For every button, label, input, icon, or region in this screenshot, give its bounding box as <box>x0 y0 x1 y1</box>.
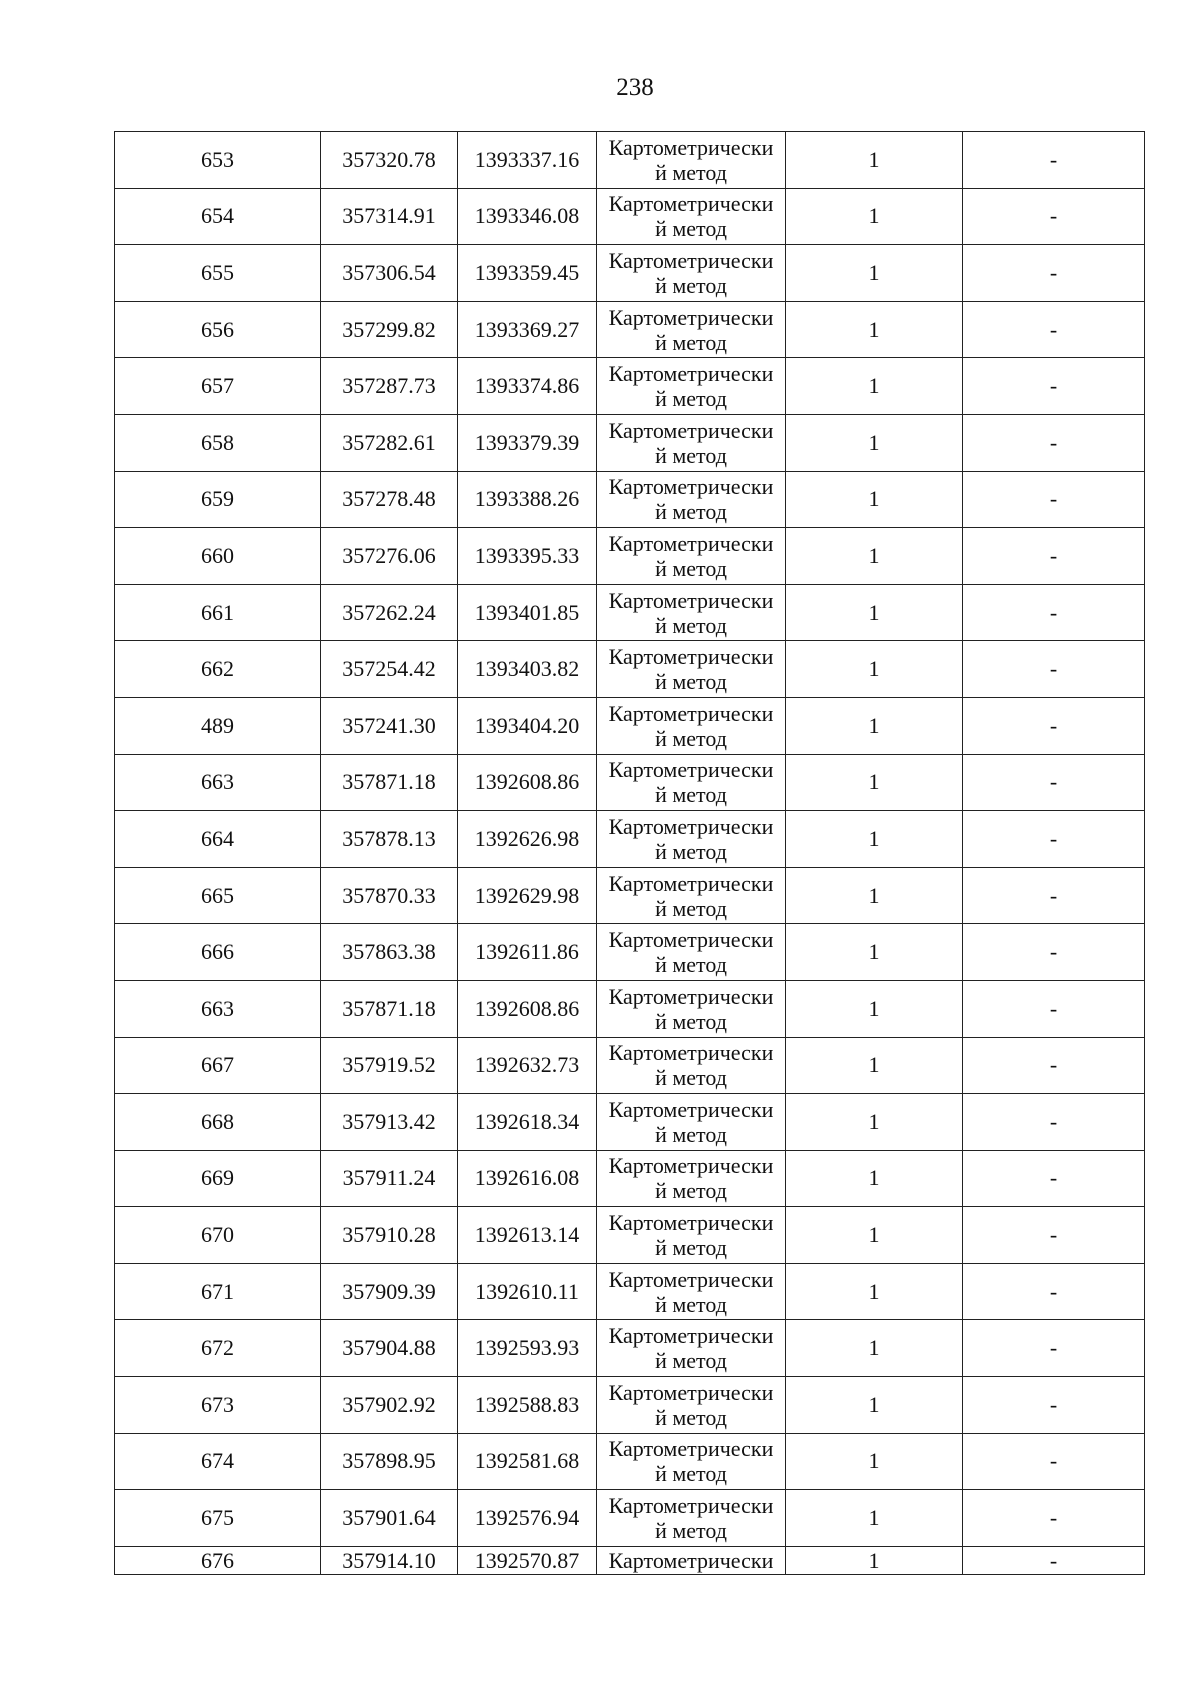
accuracy-cell: 1 <box>786 1037 963 1094</box>
y-coordinate-cell: 1393403.82 <box>458 641 597 698</box>
method-cell <box>597 1546 786 1574</box>
method-cell <box>597 1433 786 1490</box>
method-text-line-2: й метод <box>655 329 727 355</box>
x-coordinate-cell: 357278.48 <box>321 471 458 528</box>
accuracy-cell: 1 <box>786 1263 963 1320</box>
accuracy-cell: 1 <box>786 1207 963 1264</box>
table-row <box>115 528 1145 585</box>
point-number-cell: 665 <box>115 867 321 924</box>
note-cell: - <box>963 132 1145 189</box>
point-number-cell: 674 <box>115 1433 321 1490</box>
accuracy-cell: 1 <box>786 641 963 698</box>
y-coordinate-cell: 1393359.45 <box>458 245 597 302</box>
method-text-line-2: й метод <box>655 272 727 298</box>
method-cell <box>597 1150 786 1207</box>
method-text-line-2: й метод <box>655 1518 727 1544</box>
y-coordinate-cell: 1393337.16 <box>458 132 597 189</box>
method-text-line-2: й метод <box>655 1461 727 1487</box>
x-coordinate-cell: 357282.61 <box>321 414 458 471</box>
accuracy-cell: 1 <box>786 301 963 358</box>
y-coordinate-cell: 1393395.33 <box>458 528 597 585</box>
x-coordinate-cell: 357871.18 <box>321 980 458 1037</box>
method-text-line-1: Картометрически <box>608 927 774 953</box>
table-row <box>115 245 1145 302</box>
note-cell: - <box>963 697 1145 754</box>
method-text-line-1: Картометрически <box>608 1436 774 1462</box>
accuracy-cell: 1 <box>786 754 963 811</box>
note-cell: - <box>963 1490 1145 1547</box>
note-cell: - <box>963 471 1145 528</box>
method-cell <box>597 641 786 698</box>
method-cell <box>597 1207 786 1264</box>
table-row <box>115 980 1145 1037</box>
method-text-line-2: й метод <box>655 1235 727 1261</box>
point-number-cell: 666 <box>115 924 321 981</box>
note-cell: - <box>963 1546 1145 1574</box>
point-number-cell: 672 <box>115 1320 321 1377</box>
table-row <box>115 697 1145 754</box>
note-cell: - <box>963 414 1145 471</box>
table-row <box>115 1490 1145 1547</box>
method-cell <box>597 1490 786 1547</box>
method-text-line-2: й метод <box>655 612 727 638</box>
method-text-line-1: Картометрически <box>608 1547 774 1573</box>
method-text-line-1: Картометрически <box>608 587 774 613</box>
point-number-cell: 669 <box>115 1150 321 1207</box>
coordinates-table <box>114 131 1145 1575</box>
method-text-line-2: й метод <box>655 159 727 185</box>
method-cell <box>597 754 786 811</box>
point-number-cell: 662 <box>115 641 321 698</box>
page-number: 238 <box>616 74 654 101</box>
note-cell: - <box>963 301 1145 358</box>
x-coordinate-cell: 357898.95 <box>321 1433 458 1490</box>
y-coordinate-cell: 1392608.86 <box>458 754 597 811</box>
point-number-cell: 668 <box>115 1094 321 1151</box>
accuracy-cell: 1 <box>786 1320 963 1377</box>
table-row <box>115 754 1145 811</box>
method-text-line-2: й метод <box>655 725 727 751</box>
accuracy-cell: 1 <box>786 1433 963 1490</box>
x-coordinate-cell: 357878.13 <box>321 811 458 868</box>
method-cell <box>597 245 786 302</box>
x-coordinate-cell: 357914.10 <box>321 1546 458 1574</box>
point-number-cell: 675 <box>115 1490 321 1547</box>
x-coordinate-cell: 357287.73 <box>321 358 458 415</box>
note-cell: - <box>963 924 1145 981</box>
x-coordinate-cell: 357241.30 <box>321 697 458 754</box>
method-text-line-1: Картометрически <box>608 1040 774 1066</box>
method-text-line-1: Картометрически <box>608 1266 774 1292</box>
method-cell <box>597 697 786 754</box>
point-number-cell: 660 <box>115 528 321 585</box>
method-cell <box>597 188 786 245</box>
accuracy-cell: 1 <box>786 697 963 754</box>
method-text-line-2: й метод <box>655 1348 727 1374</box>
y-coordinate-cell: 1393379.39 <box>458 414 597 471</box>
point-number-cell: 663 <box>115 980 321 1037</box>
accuracy-cell: 1 <box>786 132 963 189</box>
accuracy-cell: 1 <box>786 980 963 1037</box>
method-cell <box>597 980 786 1037</box>
method-cell <box>597 1263 786 1320</box>
accuracy-cell: 1 <box>786 1150 963 1207</box>
table-row <box>115 1320 1145 1377</box>
note-cell: - <box>963 641 1145 698</box>
method-text-line-2: й метод <box>655 442 727 468</box>
method-text-line-1: Картометрически <box>608 304 774 330</box>
x-coordinate-cell: 357871.18 <box>321 754 458 811</box>
method-text-line-2: й метод <box>655 952 727 978</box>
method-text-line-2: й метод <box>655 895 727 921</box>
method-text-line-2: й метод <box>655 216 727 242</box>
table-row <box>115 924 1145 981</box>
method-text-line-1: Картометрически <box>608 870 774 896</box>
note-cell: - <box>963 1320 1145 1377</box>
note-cell: - <box>963 980 1145 1037</box>
note-cell: - <box>963 528 1145 585</box>
method-cell <box>597 867 786 924</box>
y-coordinate-cell: 1392618.34 <box>458 1094 597 1151</box>
method-cell <box>597 414 786 471</box>
method-text-line-1: Картометрически <box>608 1210 774 1236</box>
note-cell: - <box>963 188 1145 245</box>
method-cell <box>597 1377 786 1434</box>
note-cell: - <box>963 1037 1145 1094</box>
accuracy-cell: 1 <box>786 1490 963 1547</box>
y-coordinate-cell: 1392632.73 <box>458 1037 597 1094</box>
x-coordinate-cell: 357902.92 <box>321 1377 458 1434</box>
note-cell: - <box>963 1433 1145 1490</box>
y-coordinate-cell: 1392616.08 <box>458 1150 597 1207</box>
method-text-line-2: й метод <box>655 555 727 581</box>
note-cell: - <box>963 754 1145 811</box>
note-cell: - <box>963 358 1145 415</box>
point-number-cell: 673 <box>115 1377 321 1434</box>
x-coordinate-cell: 357276.06 <box>321 528 458 585</box>
table-row <box>115 584 1145 641</box>
method-text-line-2: й метод <box>655 838 727 864</box>
method-text-line-2: й метод <box>655 1008 727 1034</box>
method-text-line-2: й метод <box>655 1121 727 1147</box>
y-coordinate-cell: 1392629.98 <box>458 867 597 924</box>
method-text-line-2: й метод <box>655 386 727 412</box>
y-coordinate-cell: 1392610.11 <box>458 1263 597 1320</box>
method-text-line-1: Картометрически <box>608 1153 774 1179</box>
table-row <box>115 811 1145 868</box>
x-coordinate-cell: 357909.39 <box>321 1263 458 1320</box>
y-coordinate-cell: 1392581.68 <box>458 1433 597 1490</box>
point-number-cell: 671 <box>115 1263 321 1320</box>
x-coordinate-cell: 357262.24 <box>321 584 458 641</box>
accuracy-cell: 1 <box>786 1377 963 1434</box>
method-text-line-1: Картометрически <box>608 530 774 556</box>
accuracy-cell: 1 <box>786 528 963 585</box>
method-text-line-2: й метод <box>655 1291 727 1317</box>
y-coordinate-cell: 1392613.14 <box>458 1207 597 1264</box>
method-text-line-1: Картометрически <box>608 757 774 783</box>
y-coordinate-cell: 1393346.08 <box>458 188 597 245</box>
x-coordinate-cell: 357919.52 <box>321 1037 458 1094</box>
accuracy-cell: 1 <box>786 867 963 924</box>
y-coordinate-cell: 1393374.86 <box>458 358 597 415</box>
point-number-cell: 653 <box>115 132 321 189</box>
note-cell: - <box>963 584 1145 641</box>
x-coordinate-cell: 357306.54 <box>321 245 458 302</box>
accuracy-cell: 1 <box>786 1546 963 1574</box>
method-text-line-1: Картометрически <box>608 1096 774 1122</box>
x-coordinate-cell: 357913.42 <box>321 1094 458 1151</box>
method-cell <box>597 358 786 415</box>
method-text-line-1: Картометрически <box>608 1323 774 1349</box>
method-text-line-1: Картометрически <box>608 474 774 500</box>
method-cell <box>597 1094 786 1151</box>
table-row <box>115 867 1145 924</box>
table-row <box>115 1433 1145 1490</box>
table-row <box>115 414 1145 471</box>
note-cell: - <box>963 1150 1145 1207</box>
point-number-cell: 657 <box>115 358 321 415</box>
y-coordinate-cell: 1393404.20 <box>458 697 597 754</box>
method-text-line-1: Картометрически <box>608 1379 774 1405</box>
y-coordinate-cell: 1393369.27 <box>458 301 597 358</box>
note-cell: - <box>963 1207 1145 1264</box>
method-cell <box>597 924 786 981</box>
table-row <box>115 132 1145 189</box>
y-coordinate-cell: 1392576.94 <box>458 1490 597 1547</box>
method-cell <box>597 1320 786 1377</box>
method-text-line-1: Картометрически <box>608 983 774 1009</box>
note-cell: - <box>963 1094 1145 1151</box>
method-text-line-2: й метод <box>655 1065 727 1091</box>
point-number-cell: 489 <box>115 697 321 754</box>
y-coordinate-cell: 1392608.86 <box>458 980 597 1037</box>
y-coordinate-cell: 1393388.26 <box>458 471 597 528</box>
method-cell <box>597 584 786 641</box>
x-coordinate-cell: 357254.42 <box>321 641 458 698</box>
table-row <box>115 1546 1145 1574</box>
note-cell: - <box>963 1377 1145 1434</box>
accuracy-cell: 1 <box>786 584 963 641</box>
point-number-cell: 655 <box>115 245 321 302</box>
x-coordinate-cell: 357911.24 <box>321 1150 458 1207</box>
method-cell <box>597 1037 786 1094</box>
method-text-line-1: Картометрически <box>608 191 774 217</box>
accuracy-cell: 1 <box>786 358 963 415</box>
table-row <box>115 188 1145 245</box>
method-text-line-1: Картометрически <box>608 644 774 670</box>
x-coordinate-cell: 357863.38 <box>321 924 458 981</box>
y-coordinate-cell: 1393401.85 <box>458 584 597 641</box>
x-coordinate-cell: 357299.82 <box>321 301 458 358</box>
x-coordinate-cell: 357910.28 <box>321 1207 458 1264</box>
note-cell: - <box>963 811 1145 868</box>
table-row <box>115 1207 1145 1264</box>
note-cell: - <box>963 867 1145 924</box>
table-row <box>115 1263 1145 1320</box>
method-cell <box>597 528 786 585</box>
table-row <box>115 1094 1145 1151</box>
table-row <box>115 301 1145 358</box>
method-text-line-1: Картометрически <box>608 247 774 273</box>
x-coordinate-cell: 357901.64 <box>321 1490 458 1547</box>
point-number-cell: 656 <box>115 301 321 358</box>
y-coordinate-cell: 1392611.86 <box>458 924 597 981</box>
method-text-line-2: й метод <box>655 1404 727 1430</box>
y-coordinate-cell: 1392626.98 <box>458 811 597 868</box>
accuracy-cell: 1 <box>786 245 963 302</box>
accuracy-cell: 1 <box>786 924 963 981</box>
point-number-cell: 670 <box>115 1207 321 1264</box>
x-coordinate-cell: 357320.78 <box>321 132 458 189</box>
coordinates-table-body <box>115 132 1145 1575</box>
x-coordinate-cell: 357314.91 <box>321 188 458 245</box>
method-cell <box>597 132 786 189</box>
method-text-line-1: Картометрически <box>608 700 774 726</box>
method-cell <box>597 301 786 358</box>
method-text-line-2: й метод <box>655 669 727 695</box>
method-text-line-1: Картометрически <box>608 361 774 387</box>
y-coordinate-cell: 1392593.93 <box>458 1320 597 1377</box>
point-number-cell: 663 <box>115 754 321 811</box>
y-coordinate-cell: 1392570.87 <box>458 1546 597 1574</box>
method-cell <box>597 811 786 868</box>
table-row <box>115 471 1145 528</box>
accuracy-cell: 1 <box>786 1094 963 1151</box>
method-text-line-1: Картометрически <box>608 134 774 160</box>
x-coordinate-cell: 357904.88 <box>321 1320 458 1377</box>
accuracy-cell: 1 <box>786 414 963 471</box>
point-number-cell: 676 <box>115 1546 321 1574</box>
point-number-cell: 659 <box>115 471 321 528</box>
accuracy-cell: 1 <box>786 188 963 245</box>
method-text-line-2: й метод <box>655 782 727 808</box>
method-text-line-2: й метод <box>655 1178 727 1204</box>
method-text-line-1: Картометрически <box>608 1493 774 1519</box>
point-number-cell: 658 <box>115 414 321 471</box>
point-number-cell: 664 <box>115 811 321 868</box>
note-cell: - <box>963 245 1145 302</box>
y-coordinate-cell: 1392588.83 <box>458 1377 597 1434</box>
method-text-line-1: Картометрически <box>608 417 774 443</box>
accuracy-cell: 1 <box>786 811 963 868</box>
method-text-line-1: Картометрически <box>608 813 774 839</box>
method-text-line-2: й метод <box>655 499 727 525</box>
table-row <box>115 1377 1145 1434</box>
accuracy-cell: 1 <box>786 471 963 528</box>
point-number-cell: 667 <box>115 1037 321 1094</box>
table-row <box>115 1037 1145 1094</box>
table-row <box>115 1150 1145 1207</box>
table-row <box>115 641 1145 698</box>
table-row <box>115 358 1145 415</box>
method-cell <box>597 471 786 528</box>
point-number-cell: 661 <box>115 584 321 641</box>
x-coordinate-cell: 357870.33 <box>321 867 458 924</box>
point-number-cell: 654 <box>115 188 321 245</box>
note-cell: - <box>963 1263 1145 1320</box>
